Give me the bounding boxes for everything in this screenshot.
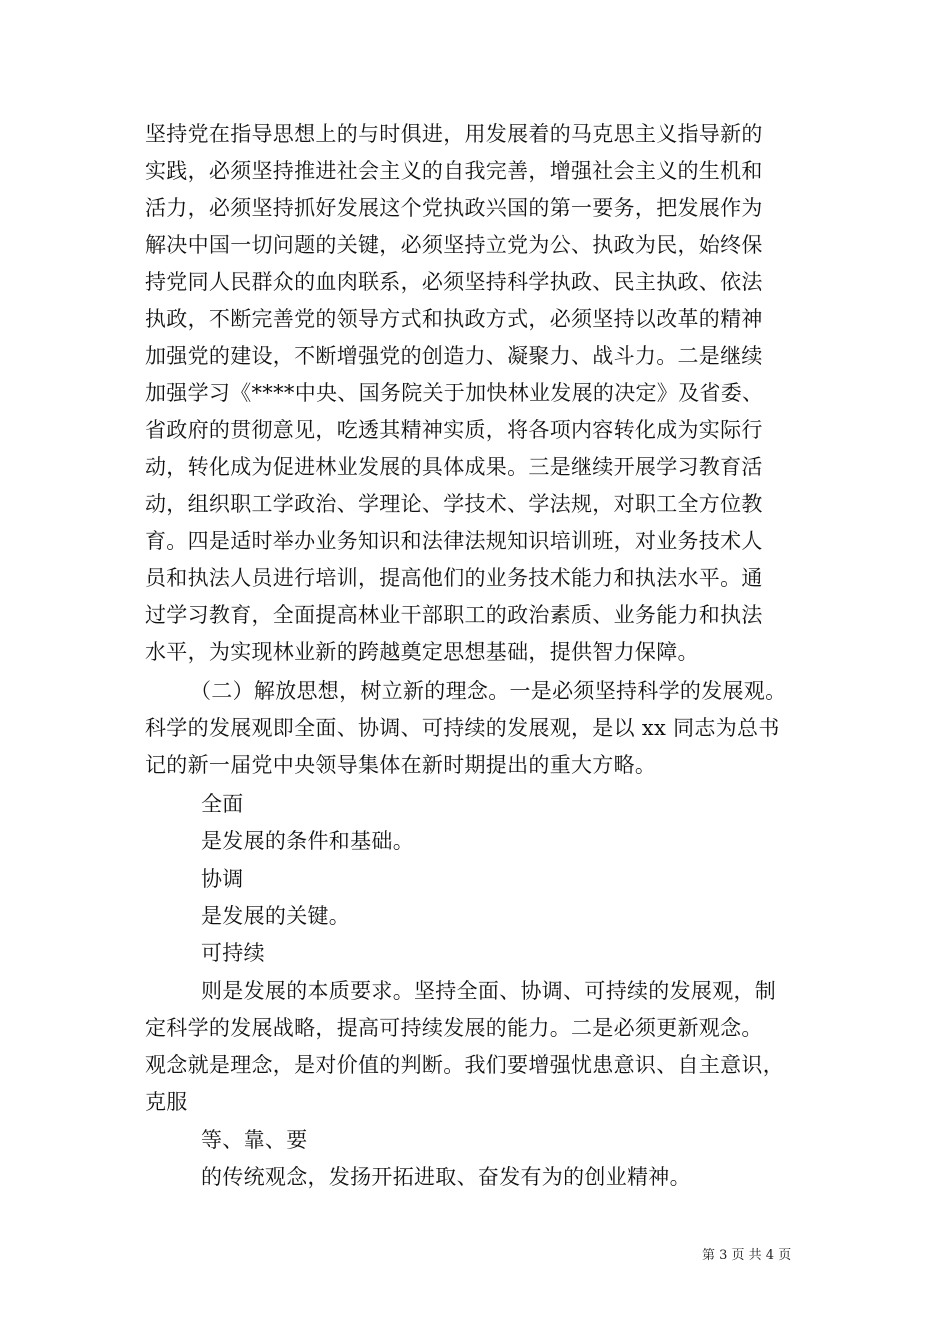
- body-text-line: 动，转化成为促进林业发展的具体成果。三是继续开展学习教育活: [145, 455, 763, 479]
- body-text-line: 的传统观念，发扬开拓进取、奋发有为的创业精神。: [201, 1165, 691, 1189]
- section-heading-line: （二）解放思想，树立新的理念。一是必须坚持科学的发展观。: [190, 679, 787, 703]
- body-text-line: 加强党的建设，不断增强党的创造力、凝聚力、战斗力。二是继续: [145, 344, 763, 368]
- term-label: 全面: [201, 792, 244, 816]
- body-text-line: 则是发展的本质要求。坚持全面、协调、可持续的发展观，制: [201, 979, 777, 1003]
- body-text-line: 持党同人民群众的血肉联系，必须坚持科学执政、民主执政、依法: [145, 270, 763, 294]
- body-text-line: 加强学习《****中央、国务院关于加快林业发展的决定》及省委、: [145, 381, 764, 405]
- body-text-line: 科学的发展观即全面、协调、可持续的发展观，是以 xx 同志为总书: [145, 716, 780, 740]
- body-text-line: 水平，为实现林业新的跨越奠定思想基础，提供智力保障。: [145, 640, 699, 664]
- body-text-line: 记的新一届党中央领导集体在新时期提出的重大方略。: [145, 753, 657, 777]
- body-text-line: 定科学的发展战略，提高可持续发展的能力。二是必须更新观念。: [145, 1016, 763, 1040]
- body-text-line: 活力，必须坚持抓好发展这个党执政兴国的第一要务，把发展作为: [145, 196, 763, 220]
- body-text-line: 实践，必须坚持推进社会主义的自我完善，增强社会主义的生机和: [145, 159, 763, 183]
- body-text-line: 员和执法人员进行培训，提高他们的业务技术能力和执法水平。通: [145, 566, 763, 590]
- body-text-line: 克服: [145, 1090, 188, 1114]
- body-text-line: 坚持党在指导思想上的与时俱进，用发展着的马克思主义指导新的: [145, 122, 763, 146]
- body-text-line: 解决中国一切问题的关键，必须坚持立党为公、执政为民，始终保: [145, 233, 763, 257]
- term-label: 等、靠、要: [201, 1128, 308, 1152]
- body-text-line: 是发展的关键。: [201, 904, 351, 928]
- body-text-line: 观念就是理念，是对价值的判断。我们要增强忧患意识、自主意识，: [145, 1053, 784, 1077]
- term-label: 协调: [201, 867, 244, 891]
- body-text-line: 动，组织职工学政治、学理论、学技术、学法规，对职工全方位教: [145, 492, 763, 516]
- page-number: 第 3 页 共 4 页: [702, 1248, 792, 1263]
- body-text-line: 过学习教育，全面提高林业干部职工的政治素质、业务能力和执法: [145, 603, 763, 627]
- term-label: 可持续: [201, 941, 265, 965]
- body-text-line: 省政府的贯彻意见，吃透其精神实质，将各项内容转化成为实际行: [145, 418, 763, 442]
- body-text-line: 是发展的条件和基础。: [201, 829, 414, 853]
- body-text-line: 执政，不断完善党的领导方式和执政方式，必须坚持以改革的精神: [145, 307, 763, 331]
- body-text-line: 育。四是适时举办业务知识和法律法规知识培训班，对业务技术人: [145, 529, 763, 553]
